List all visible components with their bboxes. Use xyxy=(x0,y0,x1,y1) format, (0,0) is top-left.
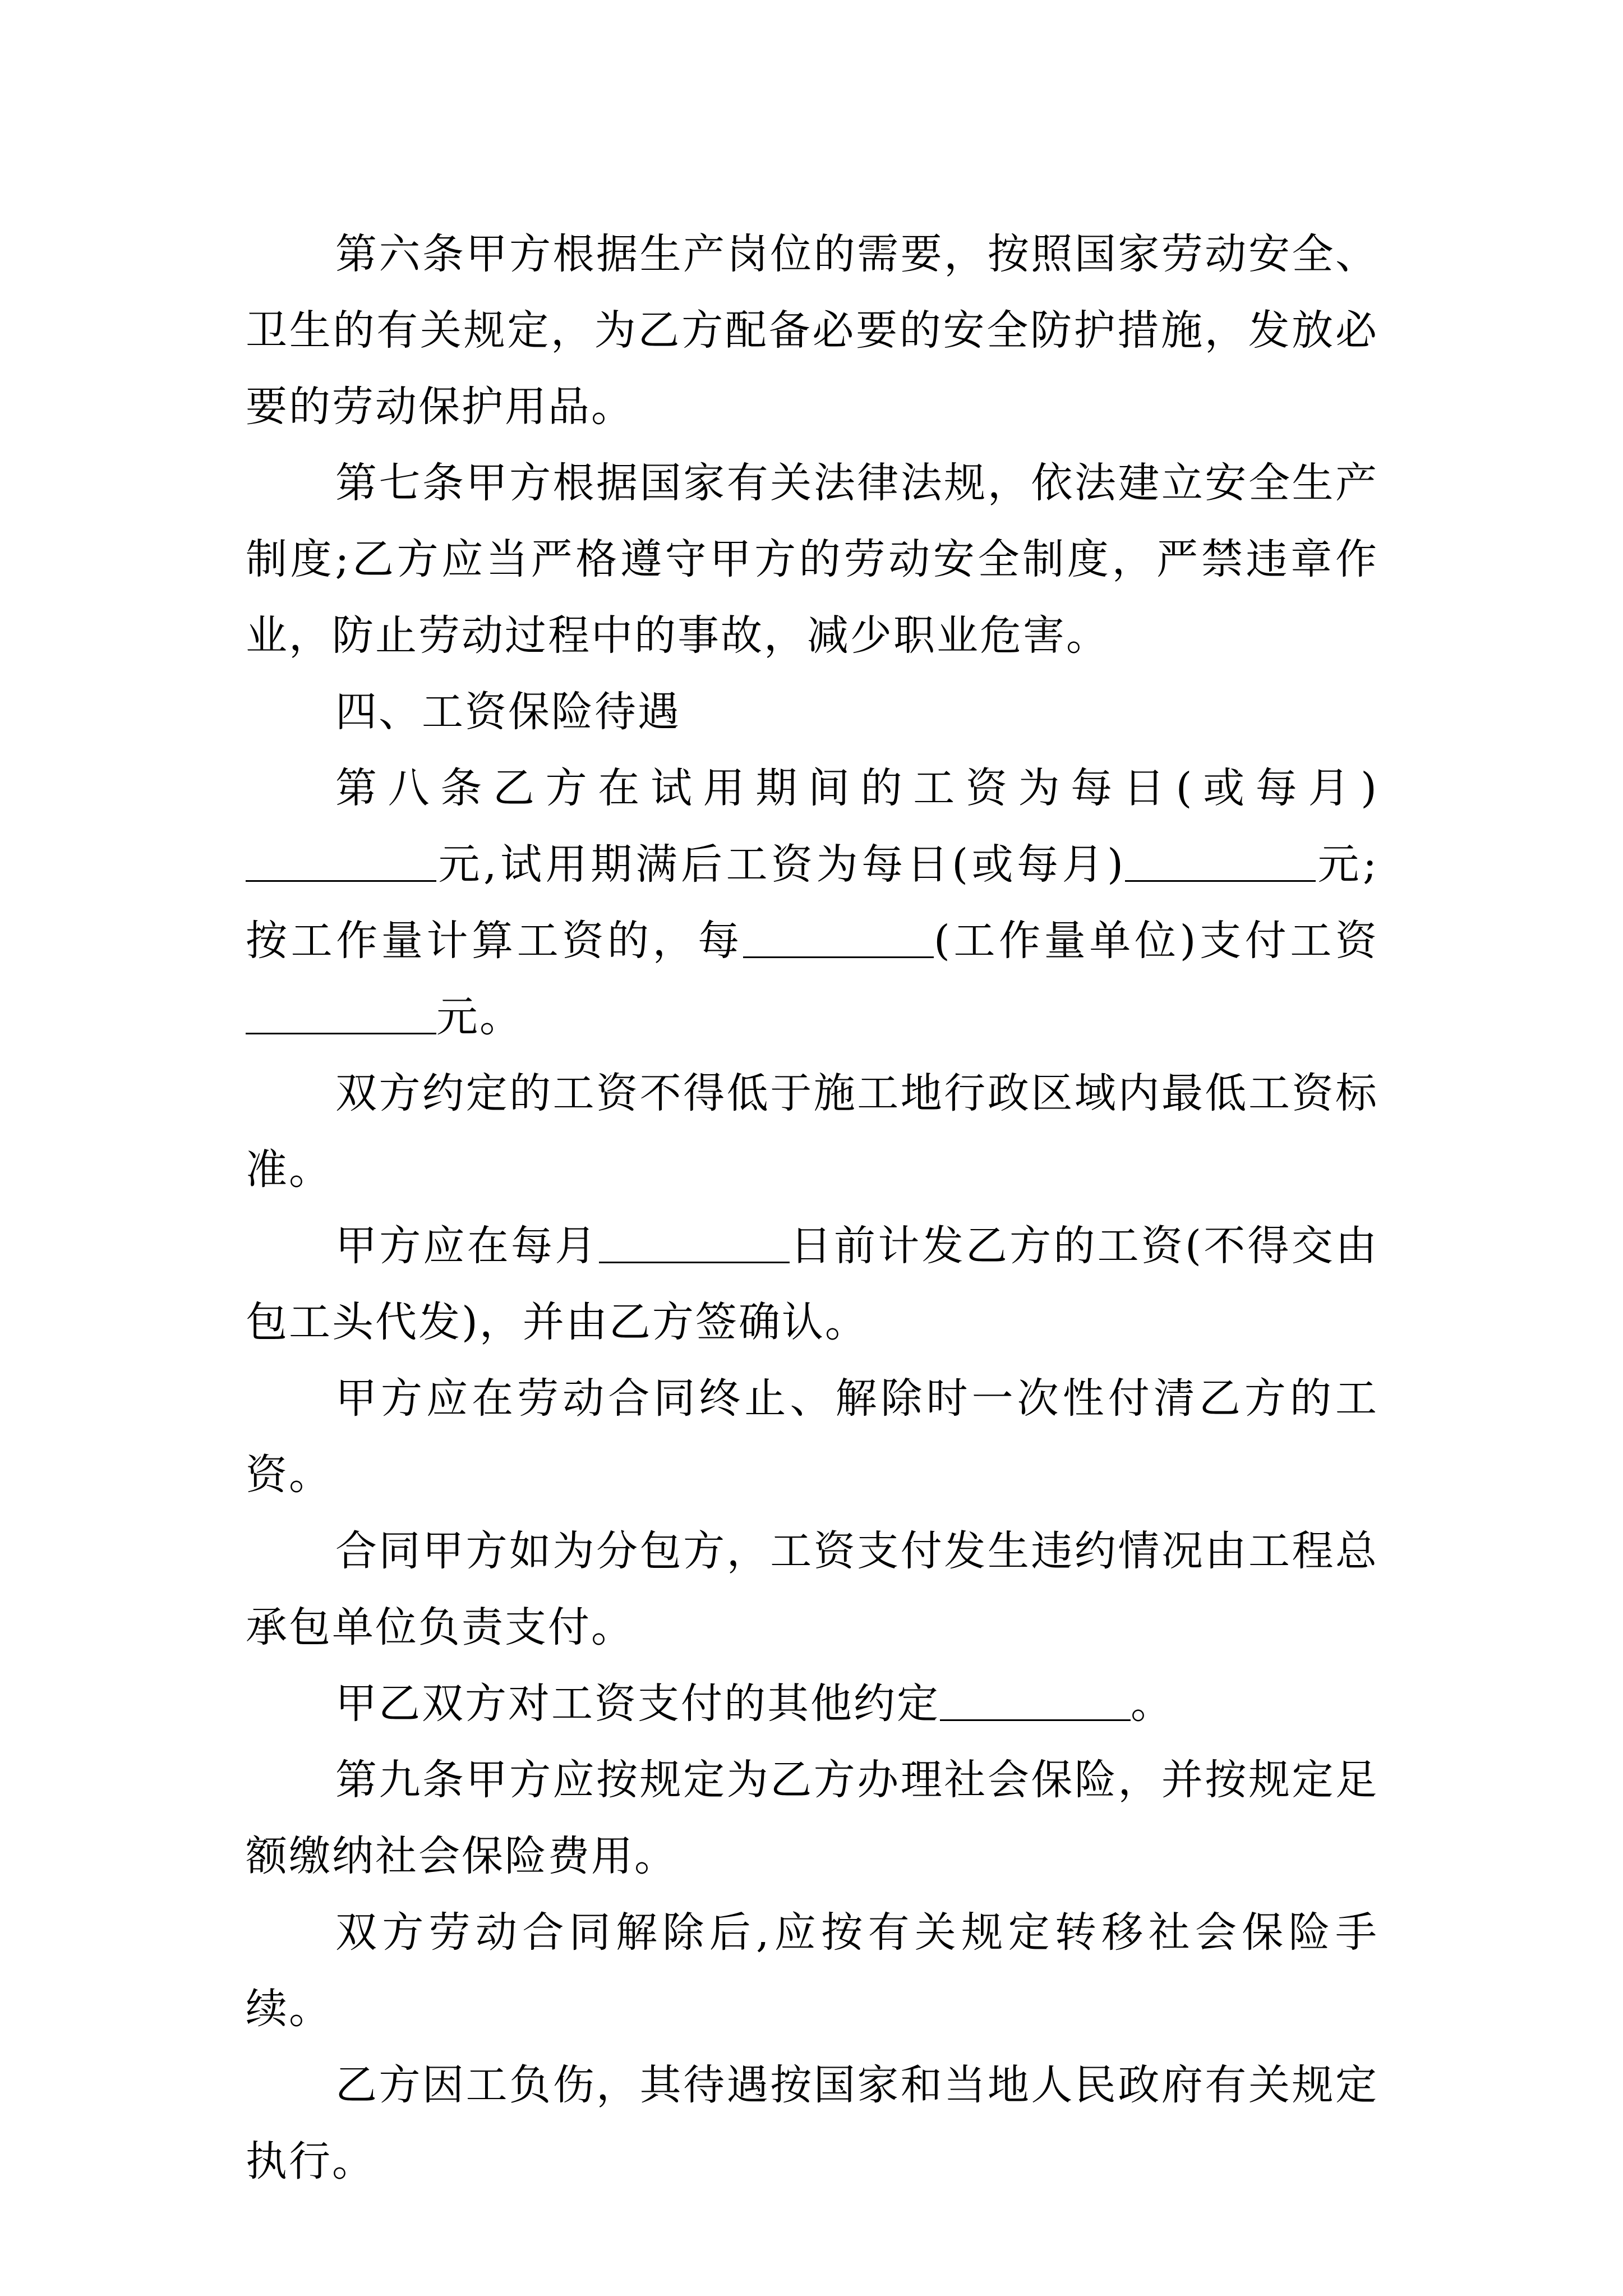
insurance-transfer-clause: 双方劳动合同解除后,应按有关规定转移社会保险手续。 xyxy=(246,1908,1378,2033)
other-agreement-text-a: 甲乙双方对工资支付的其他约定 xyxy=(335,1680,940,1728)
document-body xyxy=(246,216,1378,2200)
work-injury-clause: 乙方因工负伤，其待遇按国家和当地人民政府有关规定执行。 xyxy=(246,2061,1378,2185)
subcontract-clause: 合同甲方如为分包方，工资支付发生违约情况由工程总承包单位负责支付。 xyxy=(246,1527,1378,1651)
minimum-wage-clause: 双方约定的工资不得低于施工地行政区域内最低工资标准。 xyxy=(246,1069,1378,1194)
piece-wage-blank xyxy=(246,991,436,1034)
article-7: 第七条甲方根据国家有关法律法规，依法建立安全生产制度;乙方应当严格遵守甲方的劳动安全制度，严禁违章作业，防止劳动过程中的事故，减少职业危害。 xyxy=(246,459,1378,660)
other-agreement-clause xyxy=(246,1665,1378,1742)
final-pay-clause: 甲方应在劳动合同终止、解除时一次性付清乙方的工资。 xyxy=(246,1374,1378,1499)
pay-day-blank xyxy=(599,1220,790,1263)
article-8-text-a: 第八条乙方在试用期间的工资为每日(或每月) xyxy=(335,764,1378,812)
regular-wage-blank xyxy=(1125,839,1316,882)
article-8 xyxy=(246,750,1378,1055)
article-9: 第九条甲方应按规定为乙方办理社会保险，并按规定足额缴纳社会保险费用。 xyxy=(246,1756,1378,1880)
other-agreement-text-b: 。 xyxy=(1131,1680,1174,1728)
pay-date-text-b: 日前计发乙方的工资(不得交由包工头代发)，并由乙方签确认。 xyxy=(246,1222,1379,1346)
article-8-text-c: 元;按工作量计算工资的，每 xyxy=(246,840,1378,965)
pay-date-clause xyxy=(246,1208,1378,1360)
article-8-text-b: 元,试用期满后工资为每日(或每月) xyxy=(436,840,1126,889)
article-6: 第六条甲方根据生产岗位的需要，按照国家劳动安全、卫生的有关规定，为乙方配备必要的安全防护措施，发放必要的劳动保护用品。 xyxy=(246,230,1378,431)
article-8-text-d: (工作量单位)支付工资 xyxy=(933,917,1379,965)
section-heading-4: 四、工资保险待遇 xyxy=(335,688,681,736)
work-unit-blank xyxy=(743,915,934,958)
trial-wage-blank xyxy=(246,839,436,882)
article-8-text-e: 元。 xyxy=(436,993,523,1041)
other-agreement-blank xyxy=(940,1678,1131,1721)
pay-date-text-a: 甲方应在每月 xyxy=(335,1222,599,1270)
